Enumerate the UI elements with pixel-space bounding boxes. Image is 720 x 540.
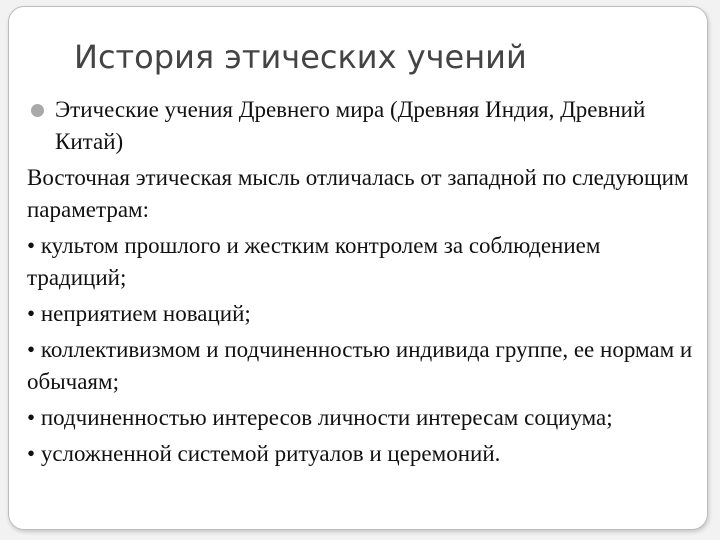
bullet-dot-icon xyxy=(31,104,44,117)
list-item-text: подчиненностью интересов личности интересам социума; xyxy=(40,405,613,430)
list-item-text: усложненной системой ритуалов и церемоний. xyxy=(40,441,501,466)
list-marker: • xyxy=(27,337,36,362)
slide-title: История этических учений xyxy=(74,38,527,76)
list-item-text: культом прошлого и жестким контролем за соблюдением традиций; xyxy=(27,233,601,290)
intro-paragraph: Восточная этическая мысль отличалась от западной по следующим параметрам: xyxy=(27,165,689,222)
slide-content xyxy=(27,94,697,474)
list-item xyxy=(27,334,697,398)
list-marker: • xyxy=(27,233,36,258)
list-marker: • xyxy=(27,405,36,430)
list-marker: • xyxy=(27,301,36,326)
list-item xyxy=(27,230,697,294)
list-item xyxy=(27,402,697,434)
main-bullet xyxy=(27,94,697,158)
list-marker: • xyxy=(27,441,36,466)
list-item-text: коллективизмом и подчиненностью индивида группе, ее нормам и обычаям; xyxy=(27,337,693,394)
list-item xyxy=(27,298,697,330)
list-item xyxy=(27,438,697,470)
list-item-text: неприятием новаций; xyxy=(40,301,251,326)
main-bullet-text: Этические учения Древнего мира (Древняя Индия, Древний Китай) xyxy=(55,97,646,154)
